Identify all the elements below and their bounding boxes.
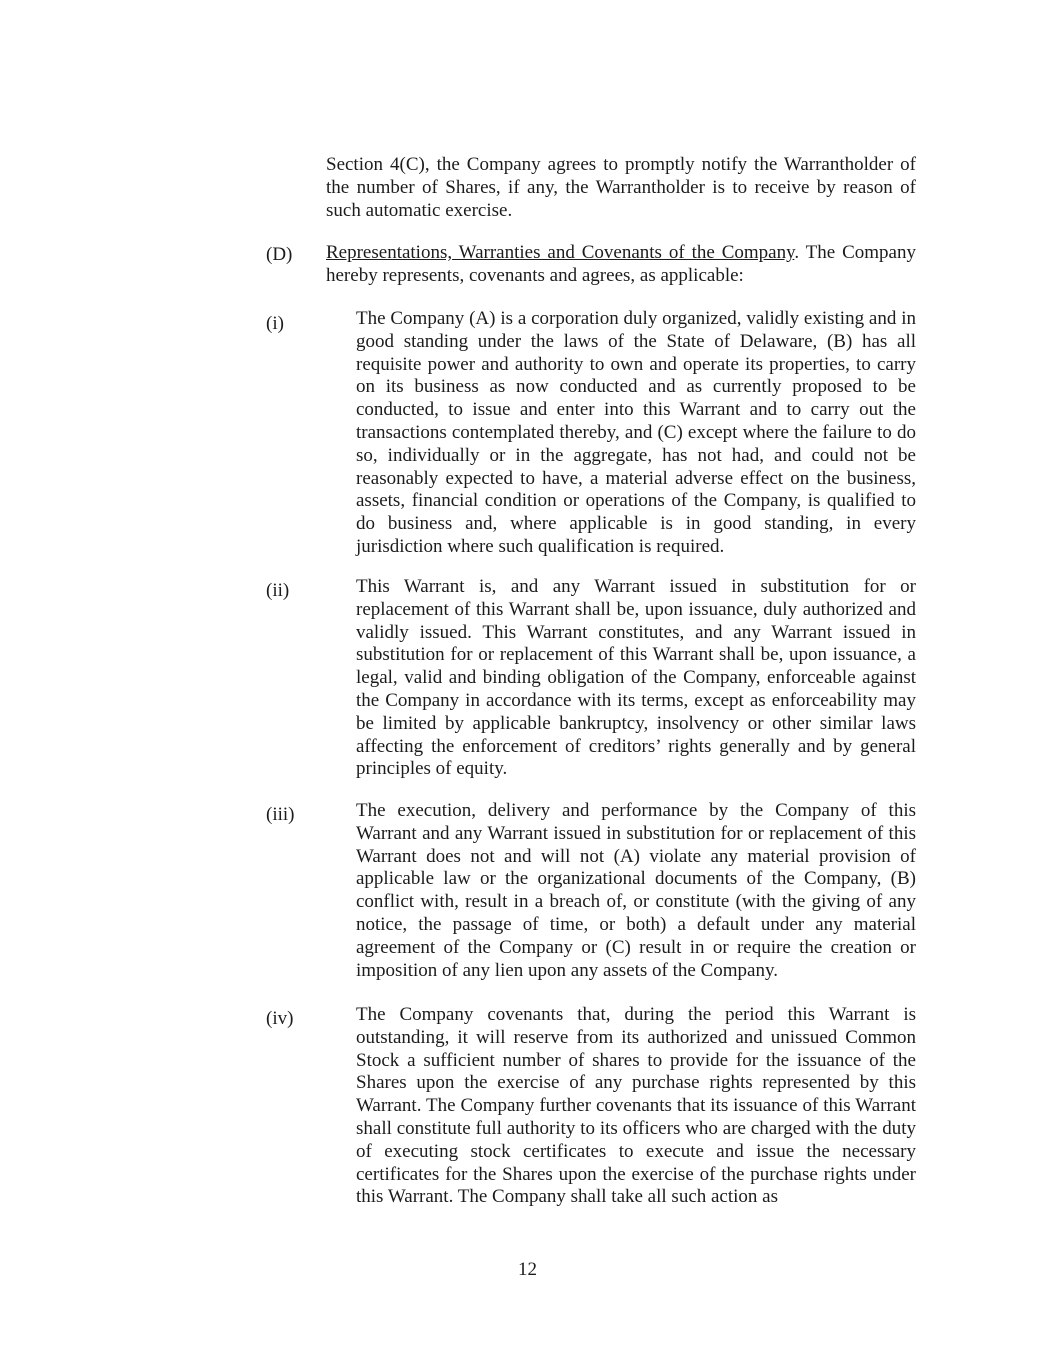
item-iii-paragraph: The execution, delivery and performance by the Company of this Warrant and any Warrant issued in substitution for or replacement of this Warrant does not and will not (A) violate any material provision of applicable law or the organizational documents of the Company, (B) conflict with, result in a breach of, or constitute (with the giving of any notice, the passage of time, or both) a default under any material agreement of the Company or (C) result in or require the creation or imposition of any lien upon any assets of the Company.: [356, 800, 916, 981]
item-i-paragraph: The Company (A) is a corporation duly organized, validly existing and in good standing under the laws of the State of Delaware, (B) has all requisite power and authority to own and operate its properties, to carry on its business as now conducted and as currently proposed to be conducted, to issue and enter into this Warrant and to carry out the transactions contemplated thereby, and (C) except where the failure to do so, individually or in the aggregate, has not had, and could not be reasonably expected to have, a material adverse effect on the business, assets, financial condition or operations of the Company, is qualified to do business and, where applicable is in good standing, in every jurisdiction where such qualification is required.: [356, 308, 916, 557]
section-d-heading: Representations, Warranties and Covenants of the Company: [326, 242, 795, 263]
item-i-number: (i): [266, 313, 284, 334]
continuation-paragraph: Section 4(C), the Company agrees to promptly notify the Warrantholder of the number of Shares, if any, the Warrantholder is to receive by reason of such automatic exercise.: [326, 154, 916, 221]
section-d-text: . The Company hereby represents, covenants and agrees, as applicable:: [326, 242, 916, 286]
item-ii-paragraph: This Warrant is, and any Warrant issued in substitution for or replacement of this Warrant shall be, upon issuance, duly authorized and validly issued. This Warrant constitutes, and any Warrant issued in substitution for or replacement of this Warrant shall be, upon issuance, a legal, valid and binding obligation of the Company, enforceable against the Company in accordance with its terms, except as enforceability may be limited by applicable bankruptcy, insolvency or other similar laws affecting the enforcement of creditors’ rights generally and by general principles of equity.: [356, 576, 916, 780]
section-d-number: (D): [266, 244, 293, 265]
page-number: 12: [518, 1259, 537, 1280]
item-iv-paragraph: The Company covenants that, during the period this Warrant is outstanding, it will reserve from its authorized and unissued Common Stock a sufficient number of shares to provide for the issuance of the Shares upon the exercise of any purchase rights represented by this Warrant. The Company further covenants that its issuance of this Warrant shall constitute full authority to its officers who are charged with the duty of executing stock certificates to execute and issue the necessary certificates for the Shares upon the exercise of the purchase rights under this Warrant. The Company shall take all such action as: [356, 1004, 916, 1208]
item-iv-number: (iv): [266, 1008, 294, 1029]
section-d-paragraph: [326, 242, 916, 288]
item-ii-number: (ii): [266, 580, 290, 601]
item-iii-number: (iii): [266, 804, 295, 825]
